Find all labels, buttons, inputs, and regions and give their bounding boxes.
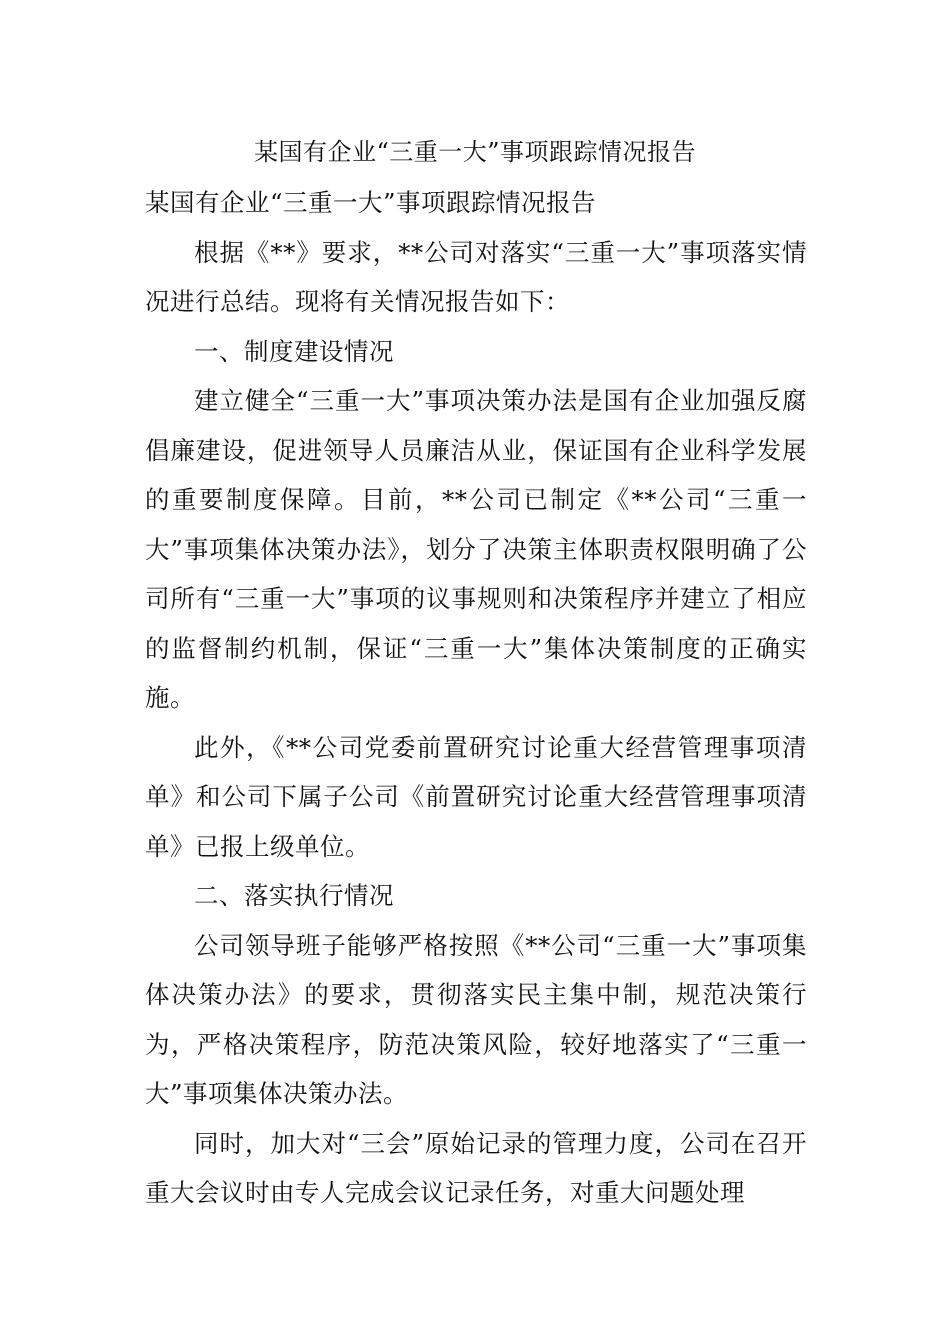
body-paragraph: 公司领导班子能够严格按照《**公司“三重一大”事项集体决策办法》的要求，贯彻落实民主集中制，规范决策行为，严格决策程序，防范决策风险，较好地落实了“三重一大”事项集体决策办法。 bbox=[145, 930, 807, 1108]
body-paragraph: 此外，《**公司党委前置研究讨论重大经营管理事项清单》和公司下属子公司《前置研究讨论重大经营管理事项清单》已报上级单位。 bbox=[145, 732, 807, 861]
body-paragraph: 建立健全“三重一大”事项决策办法是国有企业加强反腐倡廉建设，促进领导人员廉洁从业，保证国有企业科学发展的重要制度保障。目前，**公司已制定《**公司“三重一大”事项集体决策办法》，划分了决策主体职责权限明确了公司所有“三重一大”事项的议事规则和决策程序并建立了相应的监督制约机制，保证“三重一大”集体决策制度的正确实施。 bbox=[145, 386, 807, 712]
subtitle-paragraph: 某国有企业“三重一大”事项跟踪情况报告 bbox=[145, 188, 597, 217]
document-title: 某国有企业“三重一大”事项跟踪情况报告 bbox=[253, 138, 697, 166]
section-heading-2: 二、落实执行情况 bbox=[194, 881, 394, 910]
section-heading-1: 一、制度建设情况 bbox=[194, 336, 394, 366]
document-body bbox=[145, 178, 807, 1218]
body-paragraph: 同时，加大对“三会”原始记录的管理力度，公司在召开重大会议时由专人完成会议记录任务，对重大问题处理 bbox=[145, 1128, 807, 1207]
intro-paragraph: 根据《**》要求，**公司对落实“三重一大”事项落实情况进行总结。现将有关情况报告如下： bbox=[145, 237, 807, 316]
